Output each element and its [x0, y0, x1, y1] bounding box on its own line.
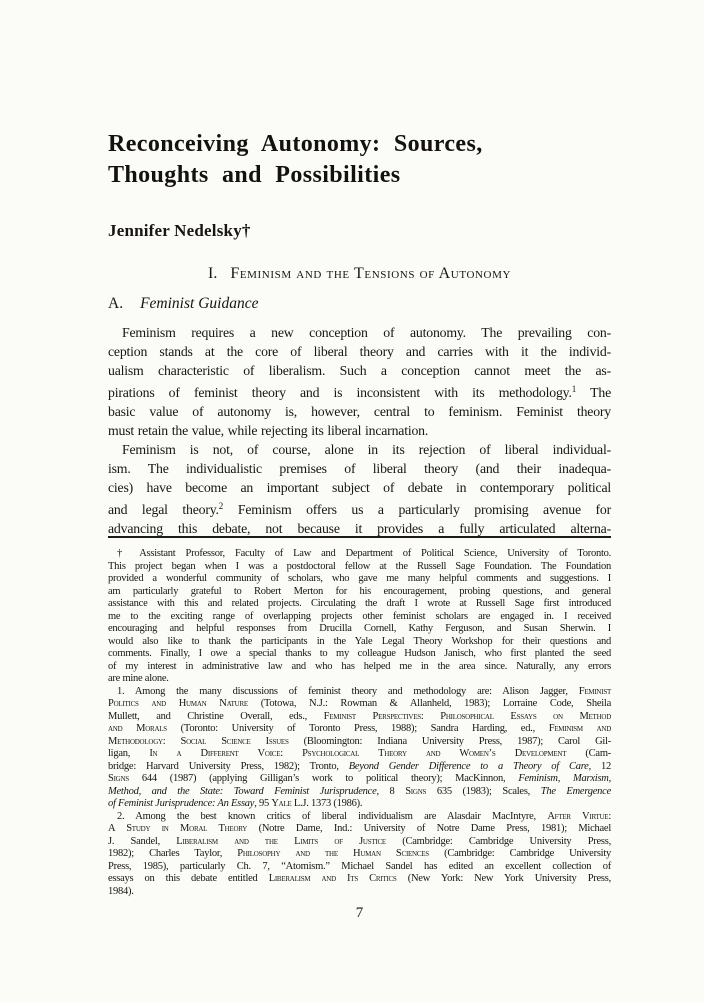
text-line: bridge: Harvard University Press, 1982); Tronto, Beyond Gender Difference to a Theory of Care, 12	[108, 760, 612, 772]
text-line: J. Sandel, Liberalism and the Limits of Justice (Cambridge: Cambridge University Press,	[108, 835, 611, 847]
text-line: me to the exciting range of overlapping projects other feminist scholars are engaged in. I received	[108, 610, 611, 622]
paragraph-1	[108, 323, 611, 440]
text-line: ligan, In a Different Voice: Psychological Theory and Women’s Development (Cam-	[108, 748, 611, 759]
text-line: ception stands at the core of liberal theory and carries with it the individ-	[108, 344, 611, 359]
section-numeral: I.	[208, 265, 218, 282]
text-line: 1. Among the many discussions of feminist theory and methodology are: Alison Jagger, Feminist	[117, 685, 611, 697]
text-line: and Morals (Toronto: University of Toronto Press, 1988); Sandra Harding, ed., Feminism and	[108, 723, 611, 734]
section-title: Feminism and the Tensions of Autonomy	[230, 265, 511, 282]
text-line: A Study in Moral Theory (Notre Dame, Ind.: University of Notre Dame Press, 1981); Michael	[108, 823, 611, 834]
text-line: encouraging and helpful responses from Drucilla Cornell, Kathy Ferguson, and Susan Sherwin. I	[108, 623, 611, 634]
text-line: comments. Finally, I owe a special thanks to my colleague Hudson Janisch, who first planted the seed	[108, 648, 611, 659]
body-text	[108, 323, 611, 538]
text-line: provided a wonderful community of scholars, who gave me many helpful comments and suggestions. I	[108, 573, 611, 584]
article-title-line-1: Reconceiving Autonomy: Sources,	[108, 131, 483, 157]
page-number: 7	[355, 905, 364, 921]
text-line: essays on this debate entitled Liberalism and Its Critics (New York: New York University Press,	[108, 873, 611, 884]
footnote-2	[108, 811, 611, 899]
text-line: pirations of feminist theory and is inconsistent with its methodology.$^1$ The	[108, 384, 611, 400]
text-line: and legal theory.$^2$ Feminism offers us a particularly promising avenue for	[108, 501, 611, 517]
text-line: Feminism is not, of course, alone in its rejection of liberal individual-	[122, 442, 611, 457]
text-line: ualism characteristic of liberalism. Such a conception cannot meet the as-	[108, 363, 611, 378]
text-line: Politics and Human Nature (Totowa, N.J.: Rowman & Allanheld, 1983); Lorraine Code, Sheila	[108, 698, 611, 709]
footnote-1	[108, 686, 611, 811]
paragraph-2	[108, 440, 611, 538]
author-name: Jennifer Nedelsky†	[108, 221, 251, 240]
subsection-heading	[108, 295, 258, 313]
text-line: basic value of autonomy is, however, central to feminism. Feminist theory	[108, 404, 611, 419]
text-line: 1984).	[108, 885, 134, 897]
text-column	[108, 0, 611, 1003]
footnote-rule	[108, 536, 611, 538]
text-line: † Assistant Professor, Faculty of Law and Department of Political Science, University of Toronto.	[117, 548, 611, 559]
text-line: assistance with this and related projects. Circulating the draft I wrote at Russell Sage first introduced	[108, 598, 611, 609]
text-line: This project began when I was a postdoctoral fellow at the Russell Sage Foundation. The Foundation	[108, 560, 611, 572]
text-line: 2. Among the best known critics of liberal individualism are Alasdair MacIntyre, After Virtue:	[117, 810, 611, 822]
text-line: of my interest in administrative law and who has helped me in the area since. Naturally, any errors	[108, 660, 611, 672]
text-line: are mine alone.	[108, 673, 169, 684]
footnote-dagger	[108, 548, 611, 686]
footnotes-block	[108, 548, 611, 898]
text-line: must retain the value, while rejecting its liberal incarnation.	[108, 423, 429, 438]
text-line: Mullett, and Christine Overall, eds., Feminist Perspectives: Philosophical Essays on Method	[108, 710, 611, 722]
text-line: Signs 644 (1987) (applying Gilligan’s work to political theory); MacKinnon, Feminism, Marxism,	[108, 773, 611, 784]
text-line: of Feminist Jurisprudence: An Essay, 95 Yale L.J. 1373 (1986).	[108, 798, 363, 809]
text-line: advancing this debate, not because it provides a fully articulated alterna-	[108, 521, 611, 536]
text-line: ism. The individualistic premises of liberal theory (and their inadequa-	[108, 461, 611, 476]
subsection-label: A.	[108, 295, 124, 312]
text-line: cies) have become an important subject of debate in contemporary political	[108, 480, 611, 495]
article-title-line-2: Thoughts and Possibilities	[108, 162, 401, 188]
text-line: Press, 1985), particularly Ch. 7, “Atomism.” Michael Sandel has edited an excellent collection of	[108, 860, 611, 872]
text-line: Method, and the State: Toward Feminist Jurisprudence, 8 Signs 635 (1983); Scales, The Emergence	[108, 785, 611, 797]
text-line: Feminism requires a new conception of autonomy. The prevailing con-	[122, 325, 611, 340]
subsection-title: Feminist Guidance	[140, 295, 259, 312]
text-line: would also like to thank the participants in the Yale Legal Theory Workshop for their questions and	[108, 635, 611, 647]
article-title	[108, 129, 483, 191]
text-line: 1982); Charles Taylor, Philosophy and the Human Sciences (Cambridge: Cambridge University	[108, 848, 612, 859]
section-heading	[108, 265, 611, 283]
text-line: Methodology: Social Science Issues (Bloomington: Indiana University Press, 1987); Carol Gil-	[108, 735, 611, 747]
text-line: am particularly grateful to Robert Merton for his encouragement, probing questions, and general	[108, 585, 611, 597]
